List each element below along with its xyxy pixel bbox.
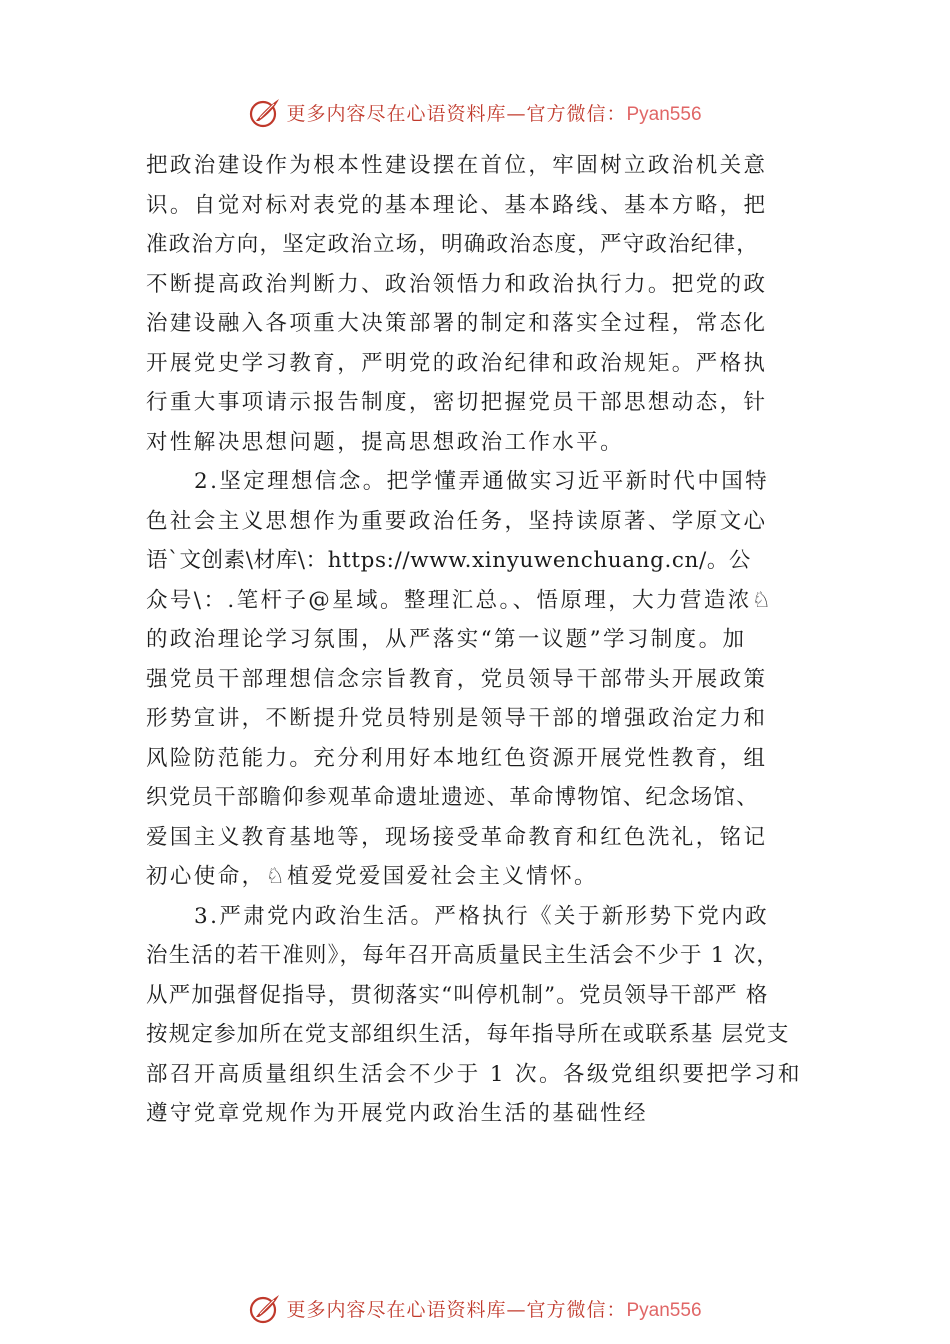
text-line: 治生活的若干准则》，每年召开高质量民主生活会不少于 1 次， xyxy=(146,943,780,968)
header-watermark-banner xyxy=(0,92,950,132)
text-line: 把政治建设作为根本性建设摆在首位，牢固树立政治机关意 xyxy=(146,153,768,178)
text-line: 初心使命，♘植爱党爱国爱社会主义情怀。 xyxy=(146,864,598,889)
feather-pen-logo-icon xyxy=(248,95,282,129)
text-line: 织党员干部瞻仰参观革命遗址遗迹、革命博物馆、纪念场馆、 xyxy=(146,785,759,810)
text-line: 形势宣讲，不断提升党员特别是领导干部的增强政治定力和 xyxy=(146,706,768,731)
text-line: 部召开高质量组织生活会不少于 1 次。各级党组织要把学习和 xyxy=(146,1061,802,1087)
text-line: 强党员干部理想信念宗旨教育，党员领导干部带头开展政策 xyxy=(146,666,768,692)
banner-wechat-id: Pyan556 xyxy=(626,1299,702,1321)
text-line: 准政治方向，坚定政治立场，明确政治态度，严守政治纪律， xyxy=(146,232,759,257)
banner-wechat-label: 官方微信： xyxy=(526,102,627,125)
text-line: 遵守党章党规作为开展党内政治生活的基础性经 xyxy=(146,1101,648,1126)
banner-separator: — xyxy=(506,1298,527,1321)
paragraph-heading-3: 3.严肃党内政治生活。严格执行《关于新形势下党内政 xyxy=(194,903,770,929)
text-line: 识。自觉对标对表党的基本理论、基本路线、基本方略，把 xyxy=(146,192,768,218)
text-line: 众号\：.笔杆子@星域。整理汇总。、悟原理，大力营造浓♘ xyxy=(146,587,774,613)
document-body xyxy=(146,146,836,1134)
text-line: 风险防范能力。充分利用好本地红色资源开展党性教育，组 xyxy=(146,745,768,771)
text-line: 爱国主义教育基地等，现场接受革命教育和红色洗礼，铭记 xyxy=(146,824,768,850)
text-line: 开展党史学习教育，严明党的政治纪律和政治规矩。严格执 xyxy=(146,350,768,376)
text-line: 对性解决思想问题，提高思想政治工作水平。 xyxy=(146,429,625,455)
text-line: 的政治理论学习氛围，从严落实“第一议题”学习制度。加 xyxy=(146,627,747,652)
feather-pen-logo-icon xyxy=(248,1291,282,1325)
banner-text xyxy=(286,1295,701,1322)
banner-brand: 更多内容尽在心语资料库 xyxy=(286,1298,507,1321)
paragraph-heading-2: 2.坚定理想信念。把学懂弄通做实习近平新时代中国特 xyxy=(194,469,770,494)
text-line: 从严加强督促指导，贯彻落实“叫停机制”。党员领导干部严 格 xyxy=(146,982,769,1008)
text-line: 色社会主义思想作为重要政治任务，坚持读原著、学原文心 xyxy=(146,508,768,534)
footer-watermark-banner xyxy=(0,1288,950,1328)
banner-wechat-id: Pyan556 xyxy=(626,103,702,125)
text-line: 不断提高政治判断力、政治领悟力和政治执行力。把党的政 xyxy=(146,271,768,297)
banner-separator: — xyxy=(506,102,527,125)
text-line: 行重大事项请示报告制度，密切把握党员干部思想动态，针 xyxy=(146,390,768,415)
text-line: 语`文创素\材库\：https://www.xinyuwenchuang.cn/。公 xyxy=(146,548,752,573)
banner-brand: 更多内容尽在心语资料库 xyxy=(286,102,507,125)
text-line: 按规定参加所在党支部组织生活，每年指导所在或联系基 层党支 xyxy=(146,1022,790,1047)
banner-wechat-label: 官方微信： xyxy=(526,1298,627,1321)
banner-text xyxy=(286,99,701,126)
text-line: 治建设融入各项重大决策部署的制定和落实全过程，常态化 xyxy=(146,311,768,336)
